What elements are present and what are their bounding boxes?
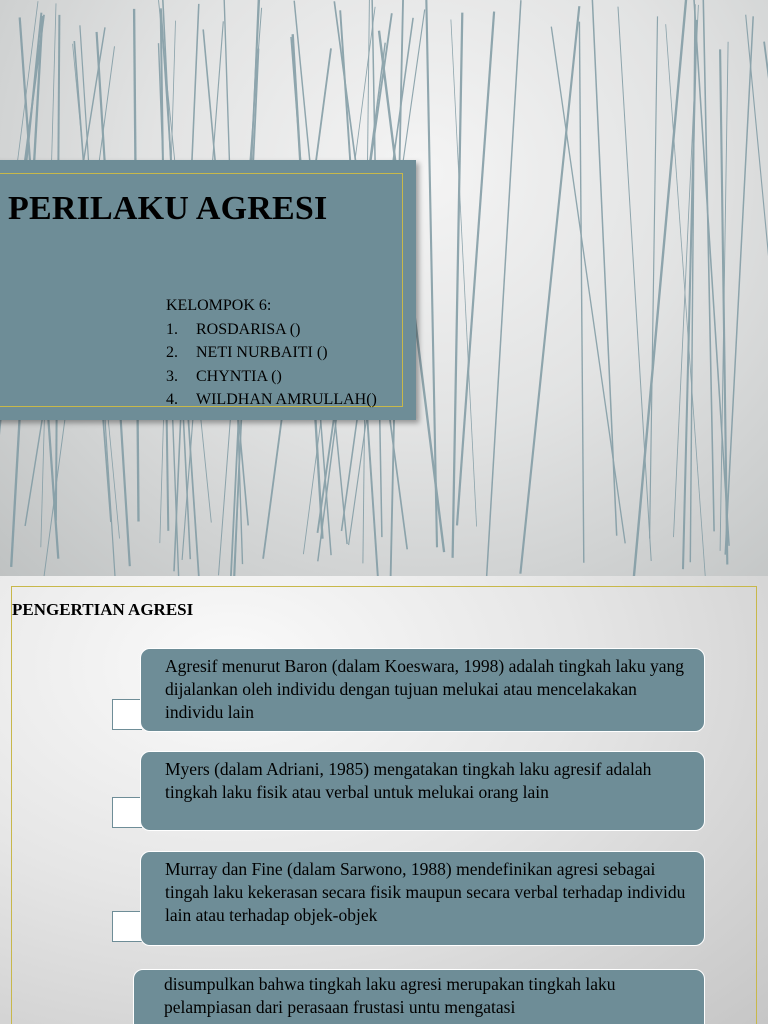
decorative-line	[486, 0, 521, 576]
decorative-line	[618, 7, 651, 561]
group-label: KELOMPOK 6:	[166, 297, 272, 314]
definition-box: Murray dan Fine (dalam Sarwono, 1988) mendefinikan agresi sebagai tingah laku kekerasan secara fisik maupun secara verbal terhadap individu lain atau terhadap objek-objek	[140, 851, 705, 946]
decorative-line	[579, 22, 583, 563]
definition-slide	[0, 576, 768, 1024]
member-number: 4.	[166, 391, 178, 408]
decorative-line	[520, 6, 579, 574]
slide-title: PERILAKU AGRESI	[8, 190, 328, 227]
member-name: CHYNTIA ()	[196, 367, 282, 385]
connector-tab	[112, 911, 142, 942]
decorative-line	[457, 12, 494, 526]
member-item	[166, 365, 377, 389]
decorative-line	[725, 16, 753, 554]
member-name: NETI NURBAITI ()	[196, 344, 328, 361]
group-members	[166, 294, 377, 412]
member-item	[166, 318, 377, 342]
definition-box: Myers (dalam Adriani, 1985) mengatakan tingkah laku agresif adalah tingkah laku fisik atau verbal untuk melukai orang lain	[140, 751, 705, 831]
member-number: 1.	[166, 320, 178, 338]
conclusion-box: disumpulkan bahwa tingkah laku agresi merupakan tingkah laku pelampiasan dari perasaan frustasi untu mengatasi	[133, 969, 705, 1024]
member-item	[166, 341, 377, 365]
member-number: 3.	[166, 367, 178, 385]
connector-tab	[112, 797, 142, 828]
decorative-line	[764, 42, 768, 573]
definition-box: Agresif menurut Baron (dalam Koeswara, 1998) adalah tingkah laku yang dijalankan oleh individu dengan tujuan melukai atau mencelakakan individu lain	[140, 648, 705, 732]
decorative-line	[634, 0, 687, 576]
connector-tab	[112, 699, 142, 730]
decorative-line	[703, 0, 714, 531]
decorative-line	[650, 16, 658, 538]
section-heading: PENGERTIAN AGRESI	[12, 600, 194, 619]
member-name: WILDHAN AMRULLAH()	[196, 391, 377, 408]
decorative-line	[426, 0, 437, 547]
decorative-line	[551, 27, 625, 544]
member-number: 2.	[166, 344, 178, 361]
member-name: ROSDARISA ()	[196, 320, 301, 338]
member-item	[166, 388, 377, 412]
